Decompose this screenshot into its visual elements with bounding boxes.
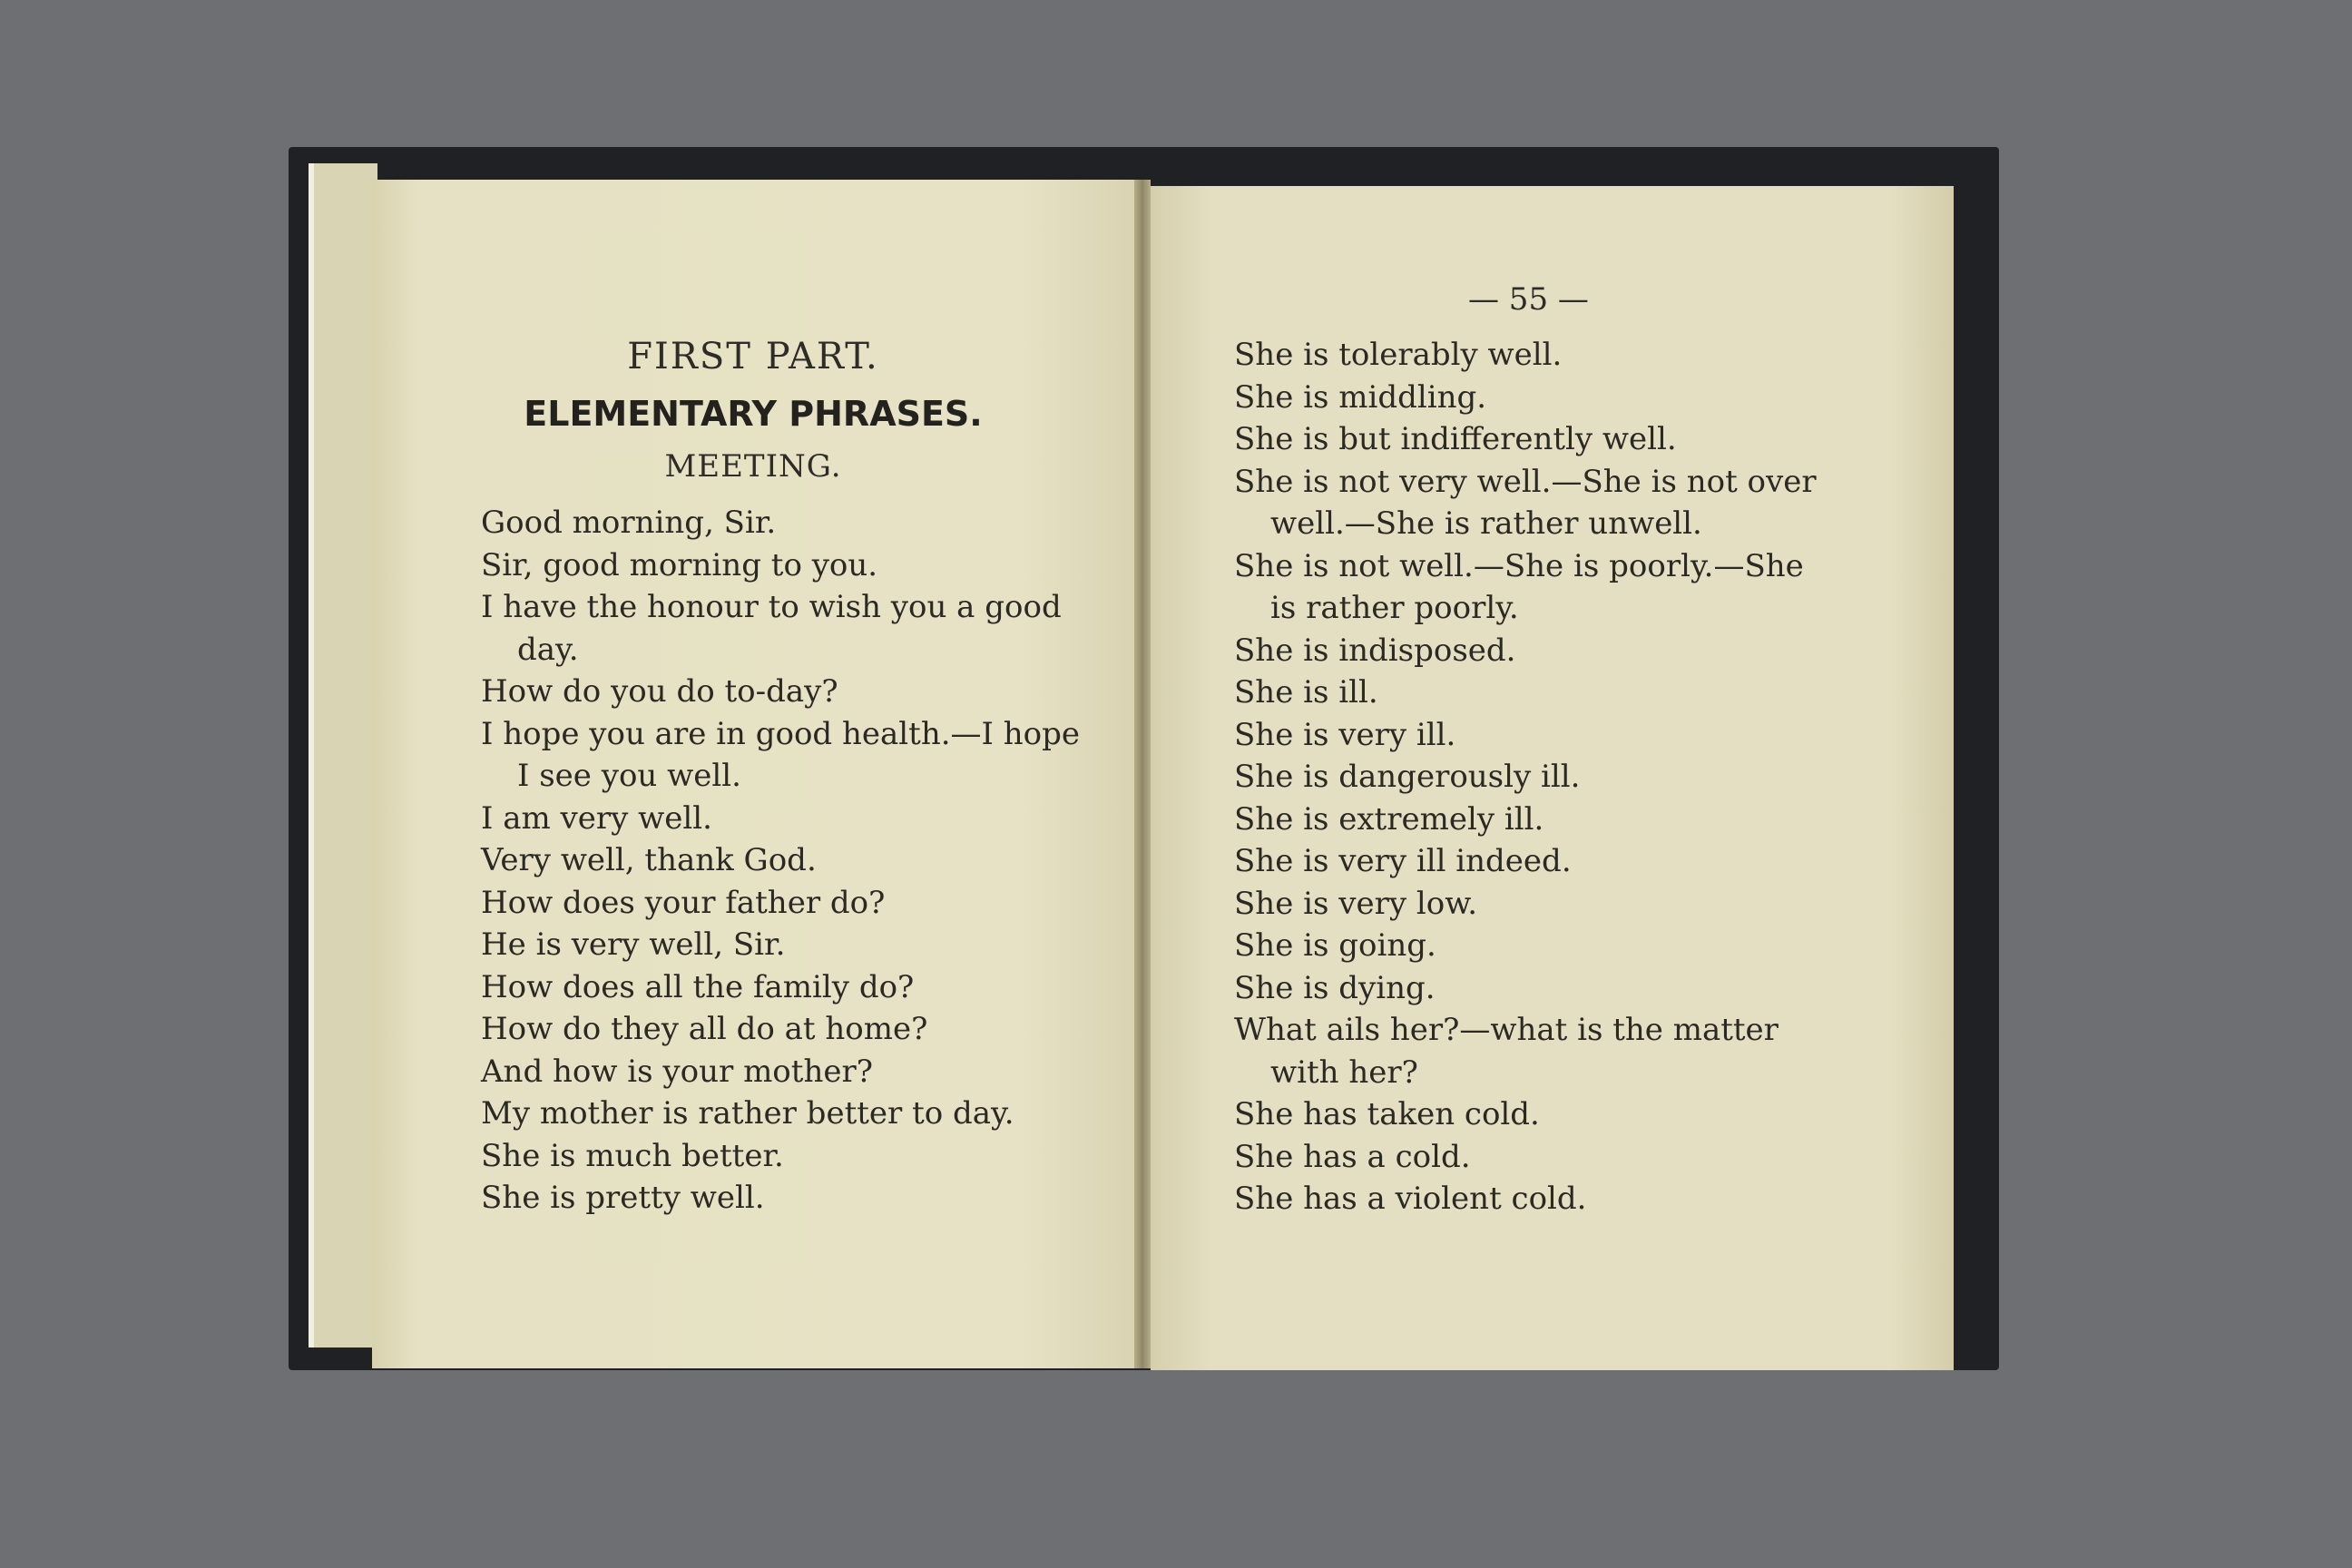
text-line: She is indisposed.: [1234, 632, 1516, 669]
text-line: with her?: [1270, 1054, 1418, 1091]
section-title: ELEMENTARY PHRASES.: [524, 394, 983, 434]
subsection-title: MEETING.: [664, 448, 842, 485]
text-line: She is not very well.—She is not over: [1234, 463, 1817, 500]
text-line: day.: [517, 631, 579, 668]
text-line: She has taken cold.: [1234, 1096, 1540, 1132]
right-page: [1151, 186, 1954, 1370]
text-line: She has a violent cold.: [1234, 1181, 1587, 1217]
page-number: — 55 —: [1468, 281, 1589, 318]
text-line: Sir, good morning to you.: [481, 546, 878, 583]
text-line: I am very well.: [481, 799, 712, 837]
text-line: She is very ill.: [1234, 716, 1456, 753]
text-line: She is ill.: [1234, 674, 1378, 710]
text-line: How does your father do?: [481, 884, 886, 921]
text-line: She has a cold.: [1234, 1138, 1471, 1175]
text-line: She is pretty well.: [481, 1180, 765, 1216]
text-line: She is dangerously ill.: [1234, 759, 1581, 795]
text-line: well.—She is rather unwell.: [1270, 505, 1702, 542]
text-line: How do they all do at home?: [481, 1011, 928, 1047]
text-line: Good morning, Sir.: [481, 505, 777, 541]
text-line: She is middling.: [1234, 378, 1487, 416]
text-line: I have the honour to wish you a good: [481, 589, 1062, 625]
text-line: She is dying.: [1234, 969, 1436, 1006]
right-page-text: [1234, 334, 1817, 1220]
left-page: [372, 180, 1134, 1368]
text-line: She is tolerably well.: [1234, 337, 1563, 373]
text-line: She is going.: [1234, 927, 1436, 964]
text-line: She is but indifferently well.: [1234, 421, 1677, 457]
text-line: She is very ill indeed.: [1234, 843, 1572, 879]
text-line: How does all the family do?: [481, 968, 915, 1005]
page-edges: [309, 163, 377, 1348]
left-page-text: [481, 502, 1080, 1220]
text-line: is rather poorly.: [1270, 590, 1519, 626]
text-line: She is very low.: [1234, 885, 1478, 922]
text-line: I hope you are in good health.—I hope: [481, 715, 1081, 752]
text-line: My mother is rather better to day.: [481, 1095, 1014, 1132]
part-title: FIRST PART.: [627, 336, 879, 377]
text-line: She is much better.: [481, 1137, 784, 1174]
text-line: Very well, thank God.: [481, 842, 817, 878]
text-line: She is not well.—She is poorly.—She: [1234, 547, 1804, 584]
text-line: How do you do to-day?: [481, 673, 838, 710]
text-line: And how is your mother?: [481, 1053, 873, 1090]
book-gutter: [1134, 180, 1151, 1368]
text-line: She is extremely ill.: [1234, 800, 1544, 838]
text-line: What ails her?—what is the matter: [1234, 1012, 1779, 1048]
text-line: He is very well, Sir.: [481, 926, 786, 963]
text-line: I see you well.: [517, 758, 741, 794]
